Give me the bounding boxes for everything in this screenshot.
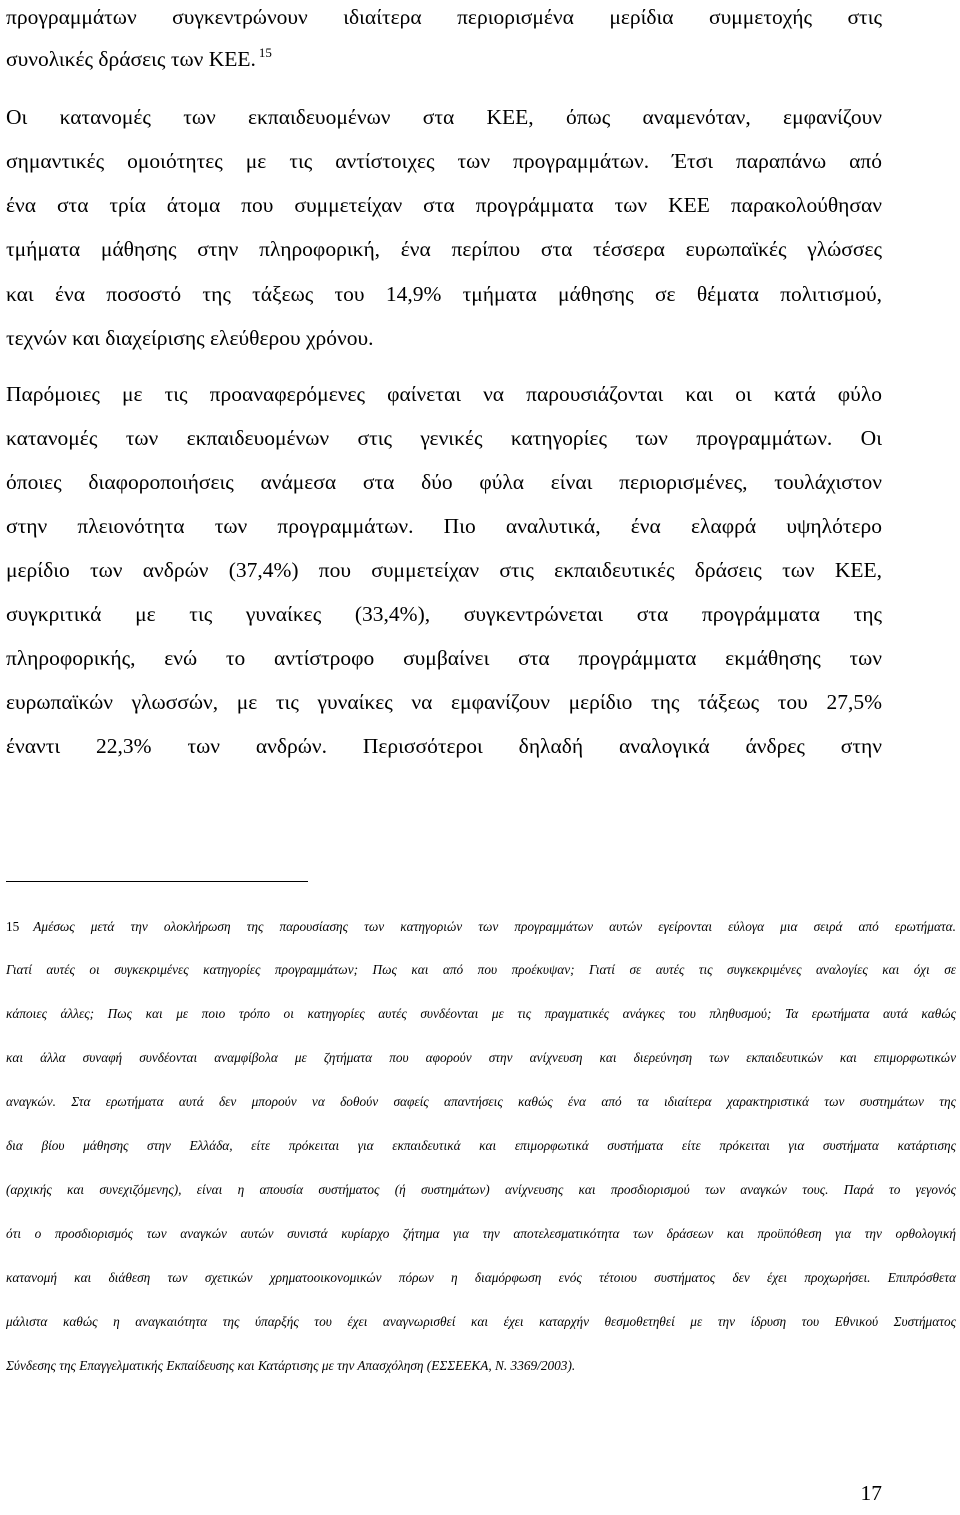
body-line-7: και ένα ποσοστό της τάξεως του 14,9% τμήματα μάθησης σε θέματα πολιτισμού, — [6, 282, 882, 306]
footnote-line-6: δια βίου μάθησης στην Ελλάδα, είτε πρόκειται για εκπαιδευτικά και επιμορφωτικά συστήματα είτε πρόκειται για συστήματα κατάρτισης — [6, 1138, 956, 1153]
body-line-4: σημαντικές ομοιότητες με τις αντίστοιχες των προγραμμάτων. Έτσι παραπάνω από — [6, 149, 882, 173]
footnote-line-7: (αρχικής και συνεχιζόμενης), είναι η απουσία συστήματος (ή συστημάτων) ανίχνευσης και προσδιορισμού των αναγκών τους. Παρά το γεγονός — [6, 1182, 956, 1197]
footnote-line-11: Σύνδεσης της Επαγγελματικής Εκπαίδευσης και Κατάρτισης με την Απασχόληση (ΕΣΣΕΕΚΑ, Ν. 3369/2003). — [6, 1358, 576, 1373]
footnote-reference[interactable]: 15 — [258, 45, 272, 60]
body-line-11: όποιες διαφοροποιήσεις ανάμεσα στα δύο φύλα είναι περιορισμένες, τουλάχιστον — [6, 470, 882, 494]
body-line-16: ευρωπαϊκών γλωσσών, με τις γυναίκες να εμφανίζουν μερίδιο της τάξεως του 27,5% — [6, 690, 882, 714]
body-line-2-text: συνολικές δράσεις των ΚΕΕ. — [6, 47, 256, 71]
body-line-8: τεχνών και διαχείρισης ελεύθερου χρόνου. — [6, 326, 374, 350]
body-line-13: μερίδιο των ανδρών (37,4%) που συμμετείχαν στις εκπαιδευτικές δράσεις των ΚΕΕ, — [6, 558, 882, 582]
body-line-5: ένα στα τρία άτομα που συμμετείχαν στα προγράμματα των ΚΕΕ παρακολούθησαν — [6, 193, 882, 217]
body-line-1: προγραμμάτων συγκεντρώνουν ιδιαίτερα περιορισμένα μερίδια συμμετοχής στις — [6, 5, 882, 29]
footnote-line-4: και άλλα συναφή συνδέονται αναμφίβολα με ζητήματα που αφορούν στην ανίχνευση και διερεύνηση των εκπαιδευτικών και επιμορφωτικών — [6, 1050, 956, 1065]
body-line-3: Οι κατανομές των εκπαιδευομένων στα ΚΕΕ, όπως αναμενόταν, εμφανίζουν — [6, 105, 882, 129]
footnote-line-1-text: Αμέσως μετά την ολοκλήρωση της παρουσίασης των κατηγοριών των προγραμμάτων αυτών εγείρονται εύλογα μια σειρά από ερωτήματα. — [33, 919, 956, 934]
footnote-line-9: κατανομή και διάθεση των σχετικών χρηματοοικονομικών πόρων η διαμόρφωση ενός τέτοιου συστήματος δεν έχει προχωρήσει. Επιπρόσθετα — [6, 1270, 956, 1285]
body-line-10: κατανομές των εκπαιδευομένων στις γενικές κατηγορίες των προγραμμάτων. Οι — [6, 426, 882, 450]
footnote-separator — [6, 881, 308, 882]
footnote-line-3: κάποιες άλλες; Πως και με ποιο τρόπο οι κατηγορίες αυτές συνδέονται με τις πραγματικές ανάγκες του πληθυσμού; Τα ερωτήματα αυτά καθώς — [6, 1006, 956, 1021]
body-line-6: τμήματα μάθησης στην πληροφορική, ένα περίπου στα τέσσερα ευρωπαϊκές γλώσσες — [6, 237, 882, 261]
footnote-line-1 — [6, 918, 956, 936]
body-line-9: Παρόμοιες με τις προαναφερόμενες φαίνεται να παρουσιάζονται και οι κατά φύλο — [6, 382, 882, 406]
page-number: 17 — [860, 1481, 882, 1505]
body-line-15: πληροφορικής, ενώ το αντίστροφο συμβαίνει στα προγράμματα εκμάθησης των — [6, 646, 882, 670]
footnote-line-10: μάλιστα καθώς η αναγκαιότητα της ύπαρξής του έχει αναγνωρισθεί και έχει καταρχήν θεσμοθετηθεί με την ίδρυση του Εθνικού Συστήματος — [6, 1314, 956, 1329]
body-line-2 — [6, 46, 882, 72]
body-line-14: συγκριτικά με τις γυναίκες (33,4%), συγκεντρώνεται στα προγράμματα της — [6, 602, 882, 626]
footnote-line-8: ότι ο προσδιορισμός των αναγκών αυτών συνιστά κυρίαρχο ζήτημα για την αποτελεσματικότητα των δράσεων και προϋπόθεση για την ορθολογική — [6, 1226, 956, 1241]
footnote-line-5: αναγκών. Στα ερωτήματα αυτά δεν μπορούν να δοθούν σαφείς απαντήσεις καθώς ένα από τα ιδιαίτερα χαρακτηριστικά των συστημάτων της — [6, 1094, 956, 1109]
footnote-line-2: Γιατί αυτές οι συγκεκριμένες κατηγορίες προγραμμάτων; Πως και από που προέκυψαν; Γιατί σε αυτές τις συγκεκριμένες αναλογίες και όχι σε — [6, 962, 956, 977]
body-line-12: στην πλειονότητα των προγραμμάτων. Πιο αναλυτικά, ένα ελαφρά υψηλότερο — [6, 514, 882, 538]
body-line-17: έναντι 22,3% των ανδρών. Περισσότεροι δηλαδή αναλογικά άνδρες στην — [6, 734, 882, 758]
footnote-number: 15 — [6, 919, 20, 934]
